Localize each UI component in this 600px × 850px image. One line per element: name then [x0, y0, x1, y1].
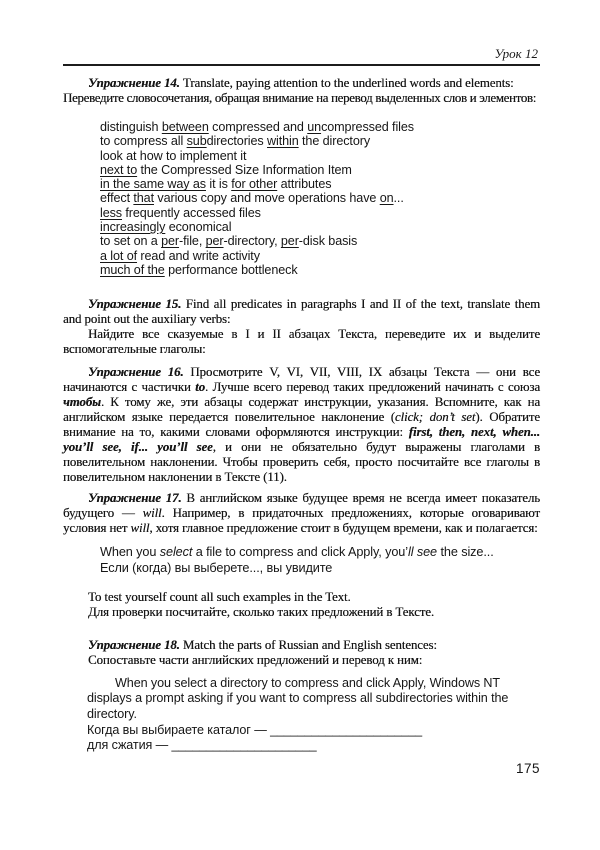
phrase-item: next to the Compressed Size Information Item — [100, 162, 352, 177]
phrase-item: distinguish between compressed and uncompressed files — [100, 120, 414, 134]
ex14-instruction-en: Упражнение 14. Translate, paying attention to the underlined words and elements: — [88, 76, 514, 90]
ex16-paragraph: Упражнение 16. Просмотрите V, VI, VII, VIII, IX абзацы Текста — они все начинаются с частички to. Лучше всего перевод таких предложений начинать с союза чтобы. К тому же, эти абзацы содержат инструкции, указания. Вспомните, как на английском языке передается повелительное наклонение (click; don’t set). Обратите внимание на то, какими словами оформляются инструкции: first, then, next, when... you’ll see, if... you’ll see, и они не обязательно будут выражены глаголами в повелительном наклонении. Чтобы проверить себя, просто посчитайте все глаголы в повелительном наклонении в Тексте (11). — [63, 365, 541, 485]
phrase-item: in the same way as it is for other attributes — [100, 177, 332, 192]
ex17-paragraph: Упражнение 17. В английском языке будущее время не всегда имеет показатель будущего — will. Например, в придаточных предложениях, которые оговаривают условия нет will, хотя главное предложение стоит в будущем времени, как и полагается: — [63, 491, 541, 536]
match-answer-line-1: Когда вы выбираете каталог — ______________________ — [87, 722, 422, 737]
phrase-item: to set on a per-file, per-directory, per-disk basis — [100, 234, 358, 249]
ex18-match-block — [87, 676, 540, 754]
example-sentence-en: When you select a file to compress and click Apply, you’ll see the size... — [100, 545, 494, 560]
ex14-instruction-ru: Переведите словосочетания, обращая внимание на перевод выделенных слов и элементов: — [63, 91, 536, 105]
phrase-item: a lot of read and write activity — [100, 248, 260, 263]
phrase-item: effect that various copy and move operations have on... — [100, 191, 404, 206]
lesson-label: Урок 12 — [494, 46, 538, 61]
match-sentence-en: When you select a directory to compress and click Apply, Windows NT displays a prompt asking if you want to compress all subdirectories within the directory. — [87, 675, 509, 722]
ex17-note-ru: Для проверки посчитайте, сколько таких предложений в Тексте. — [88, 604, 435, 619]
phrase-item: look at how to implement it — [100, 148, 247, 163]
ex18-instruction-en: Упражнение 18. Match the parts of Russian and English sentences: — [88, 637, 437, 652]
phrase-item: to compress all subdirectories within the directory — [100, 134, 371, 149]
ex14-phrase-list — [100, 120, 540, 277]
page-header — [63, 46, 540, 66]
header-rule — [63, 64, 540, 66]
ex15-instruction-ru: Найдите все сказуемые в I и II абзацах Текста, переведите их и выделите вспомогательные глаголы: — [63, 327, 540, 357]
ex15-instruction-en: Упражнение 15. Find all predicates in paragraphs I and II of the text, translate them and point out the auxiliary verbs: — [63, 297, 540, 327]
phrase-item: less frequently accessed files — [100, 205, 261, 220]
ex18-instruction-ru: Сопоставьте части английских предложений и перевод к ним: — [88, 652, 423, 667]
phrase-item: much of the performance bottleneck — [100, 262, 298, 277]
phrase-item: increasingly economical — [100, 220, 232, 235]
example-sentence-ru: Если (когда) вы выберете..., вы увидите — [100, 561, 333, 576]
ex17-example-block — [100, 545, 540, 577]
ex17-note-en: To test yourself count all such examples in the Text. — [88, 589, 351, 604]
match-answer-line-2: для сжатия — _____________________ — [87, 738, 317, 753]
page-number: 175 — [515, 760, 540, 776]
